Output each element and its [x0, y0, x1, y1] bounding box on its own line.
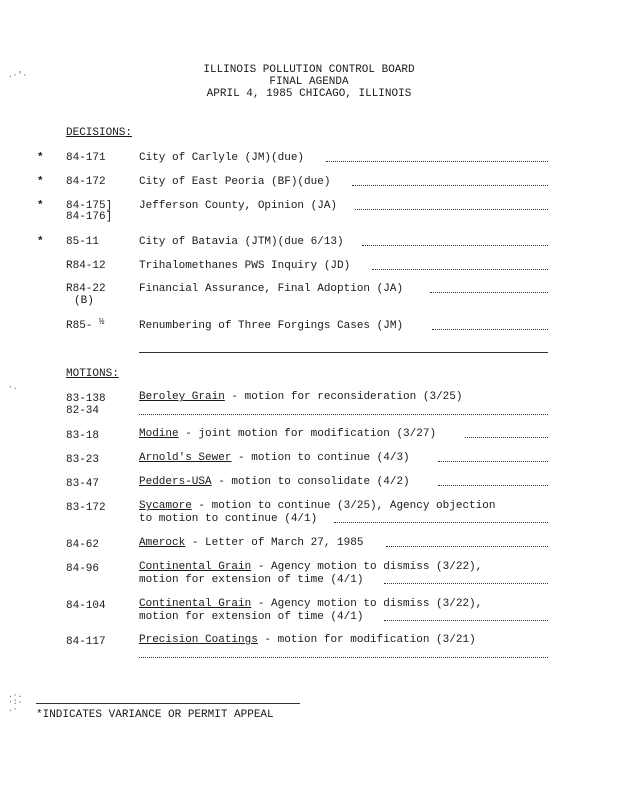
case-number: R85-: [66, 320, 93, 332]
scan-artifact: .·. ·:· .·: [8, 691, 23, 714]
motion-description: - Agency motion to dismiss (3/22),: [251, 561, 483, 573]
case-number: 83-172: [66, 502, 106, 514]
decisions-heading: DECISIONS:: [66, 127, 133, 139]
case-number-secondary: 82-34: [66, 405, 100, 417]
party-name: Modine: [139, 428, 179, 440]
case-number: R84-12: [66, 260, 106, 272]
entry-line: [372, 269, 548, 270]
case-number: 83-23: [66, 454, 100, 466]
entry-line: [352, 185, 548, 186]
separator-line: [139, 352, 548, 353]
party-name: Continental Grain: [139, 561, 252, 573]
entry-line: [465, 437, 548, 438]
case-number: 84-172: [66, 176, 106, 188]
case-title: Trihalomethanes PWS Inquiry (JD): [139, 260, 351, 272]
motion-description-continued: motion for extension of time (4/1): [139, 611, 364, 623]
case-title: Renumbering of Three Forgings Cases (JM): [139, 320, 404, 332]
motion-description: - Letter of March 27, 1985: [185, 537, 364, 549]
motions-heading: MOTIONS:: [66, 368, 119, 380]
case-number: 84-117: [66, 636, 106, 648]
motion-description: - Agency motion to dismiss (3/22),: [251, 598, 483, 610]
motion-description: - motion for modification (3/21): [257, 634, 476, 646]
variance-star: *: [37, 176, 44, 188]
entry-line: [432, 329, 548, 330]
entry-line: [334, 522, 548, 523]
motion-description: - motion to consolidate (4/2): [211, 476, 410, 488]
motion-description-continued: to motion to continue (4/1): [139, 513, 318, 525]
party-name: Arnold's Sewer: [139, 452, 232, 464]
case-number: 85-11: [66, 236, 100, 248]
motion-description: - joint motion for modification (3/27): [178, 428, 437, 440]
motion-description: - motion to continue (4/3): [231, 452, 410, 464]
entry-line: [355, 209, 548, 210]
case-number: 84-96: [66, 563, 100, 575]
motion-description: - motion to continue (3/25), Agency objection: [191, 500, 496, 512]
variance-star: *: [37, 236, 44, 248]
party-name: Precision Coatings: [139, 634, 258, 646]
case-title: City of Carlyle (JM)(due): [139, 152, 305, 164]
footer-note: *INDICATES VARIANCE OR PERMIT APPEAL: [36, 709, 274, 721]
party-name: Continental Grain: [139, 598, 252, 610]
party-name: Pedders-USA: [139, 476, 212, 488]
entry-line: [139, 657, 548, 658]
case-number: 84-171: [66, 152, 106, 164]
header-title: ILLINOIS POLLUTION CONTROL BOARD: [203, 64, 415, 76]
entry-line: [139, 414, 548, 415]
entry-line: [438, 485, 548, 486]
header-date-location: APRIL 4, 1985 CHICAGO, ILLINOIS: [206, 88, 412, 100]
entry-line: [362, 245, 548, 246]
agenda-header: [0, 64, 618, 100]
motion-description: - motion for reconsideration (3/25): [224, 391, 463, 403]
entry-line: [386, 546, 548, 547]
header-subtitle: FINAL AGENDA: [269, 76, 349, 88]
case-number: 83-18: [66, 430, 100, 442]
case-number: 84-62: [66, 539, 100, 551]
case-number-secondary: (B): [74, 295, 94, 307]
variance-star: *: [37, 152, 44, 164]
case-title: Financial Assurance, Final Adoption (JA): [139, 283, 404, 295]
case-title: City of Batavia (JTM)(due 6/13): [139, 236, 344, 248]
party-name: Amerock: [139, 537, 186, 549]
motion-description-continued: motion for extension of time (4/1): [139, 574, 364, 586]
scan-artifact: .·'·: [8, 71, 28, 80]
entry-line: [326, 161, 548, 162]
case-number: 83-47: [66, 478, 100, 490]
entry-line: [384, 620, 548, 621]
entry-line: [384, 583, 548, 584]
party-name: Beroley Grain: [139, 391, 225, 403]
case-title: Jefferson County, Opinion (JA): [139, 200, 338, 212]
case-number: 84-175]: [66, 200, 113, 212]
entry-line: [430, 292, 548, 293]
case-number-secondary: 84-176]: [66, 211, 113, 223]
footer-rule: [36, 703, 300, 704]
scan-artifact: ·.: [8, 383, 18, 392]
case-number: 83-138: [66, 393, 106, 405]
party-name: Sycamore: [139, 500, 192, 512]
variance-star: *: [37, 200, 44, 212]
case-title: City of East Peoria (BF)(due): [139, 176, 331, 188]
handwritten-mark: ½: [99, 317, 105, 327]
case-number: 84-104: [66, 600, 106, 612]
entry-line: [438, 461, 548, 462]
case-number: R84-22: [66, 283, 106, 295]
